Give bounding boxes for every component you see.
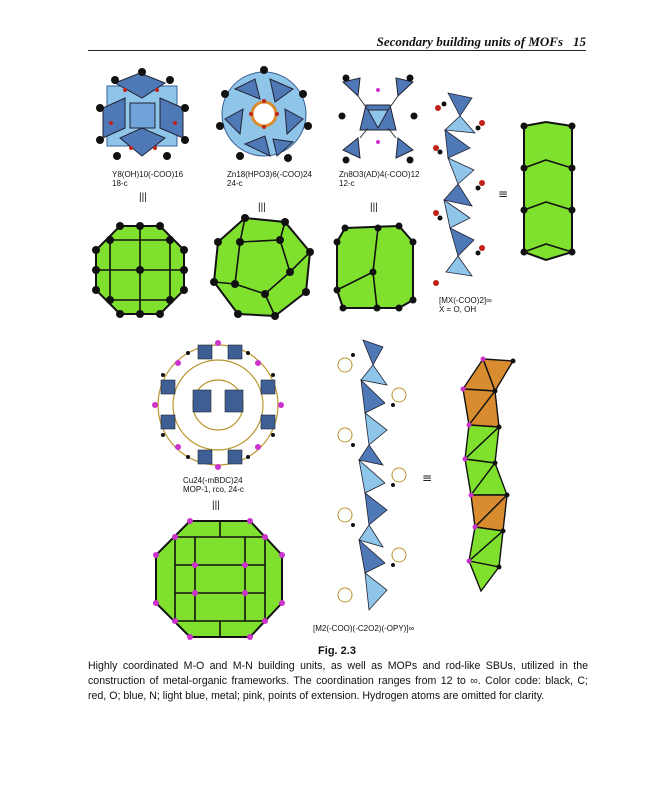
equiv-vertical-zn18: ||| [258,202,266,213]
mop1-polyhedron [150,515,290,643]
equiv-vertical-y8: ||| [139,192,147,203]
figure-label: Fig. 2.3 [318,645,356,657]
equiv-sign-rod1: ≡ [498,187,509,201]
mop1-label [183,476,244,494]
zn8-sbu-structure [338,70,418,165]
page-number: 15 [573,34,586,49]
rod2-structure [335,335,410,625]
rod2-label: [M2(-COO)(-C2O2)(-OPY)]∞ [313,624,415,633]
rod2-polyhedron [455,355,520,595]
zn18-polyhedron [210,212,315,322]
y8-label [112,170,183,188]
zn8-label [339,170,419,188]
zn8-formula: Zn8O3(AD)4(-COO)12 [339,170,420,179]
zn18-label [227,170,312,188]
y8-formula: Y8(OH)10(-COO)16 [112,170,184,179]
mop1-structure [143,335,293,475]
equiv-sign-rod2: ≡ [422,471,433,485]
zn18-formula: Zn18(HPO3)6(-COO)24 [227,170,312,179]
mop1-connectivity: MOP-1, rco, 24-c [183,485,244,494]
rod1-formula: [MX(-COO)2]∞ [439,296,492,305]
y8-polyhedron [90,220,190,320]
zn8-connectivity: 12-c [339,179,355,188]
y8-sbu-structure [95,68,190,163]
zn18-connectivity: 24-c [227,179,243,188]
y8-connectivity: 18-c [112,179,128,188]
rod1-polyhedron [518,120,578,265]
mop1-formula: Cu24(-mBDC)24 [183,476,243,485]
rod1-structure [430,88,490,293]
header-rule [88,50,586,51]
zn8-polyhedron [333,222,418,312]
rod1-note: X = O, OH [439,305,477,314]
header-title: Secondary building units of MOFs [376,34,563,49]
equiv-vertical-mop1: ||| [212,500,220,511]
rod1-label [439,296,492,314]
zn18-sbu-structure [215,64,313,164]
figure-caption: Highly coordinated M-O and M-N building units, as well as MOPs and rod-like SBUs, utilized in the construction of metal-organic frameworks. The coordination ranges from 12 to ∞. Color code: black, C; red, O; blue, N; light blue, metal; pink, points of extension. Hydrogen atoms are omitted for clarity. [88,660,588,702]
equiv-vertical-zn8: ||| [370,202,378,213]
